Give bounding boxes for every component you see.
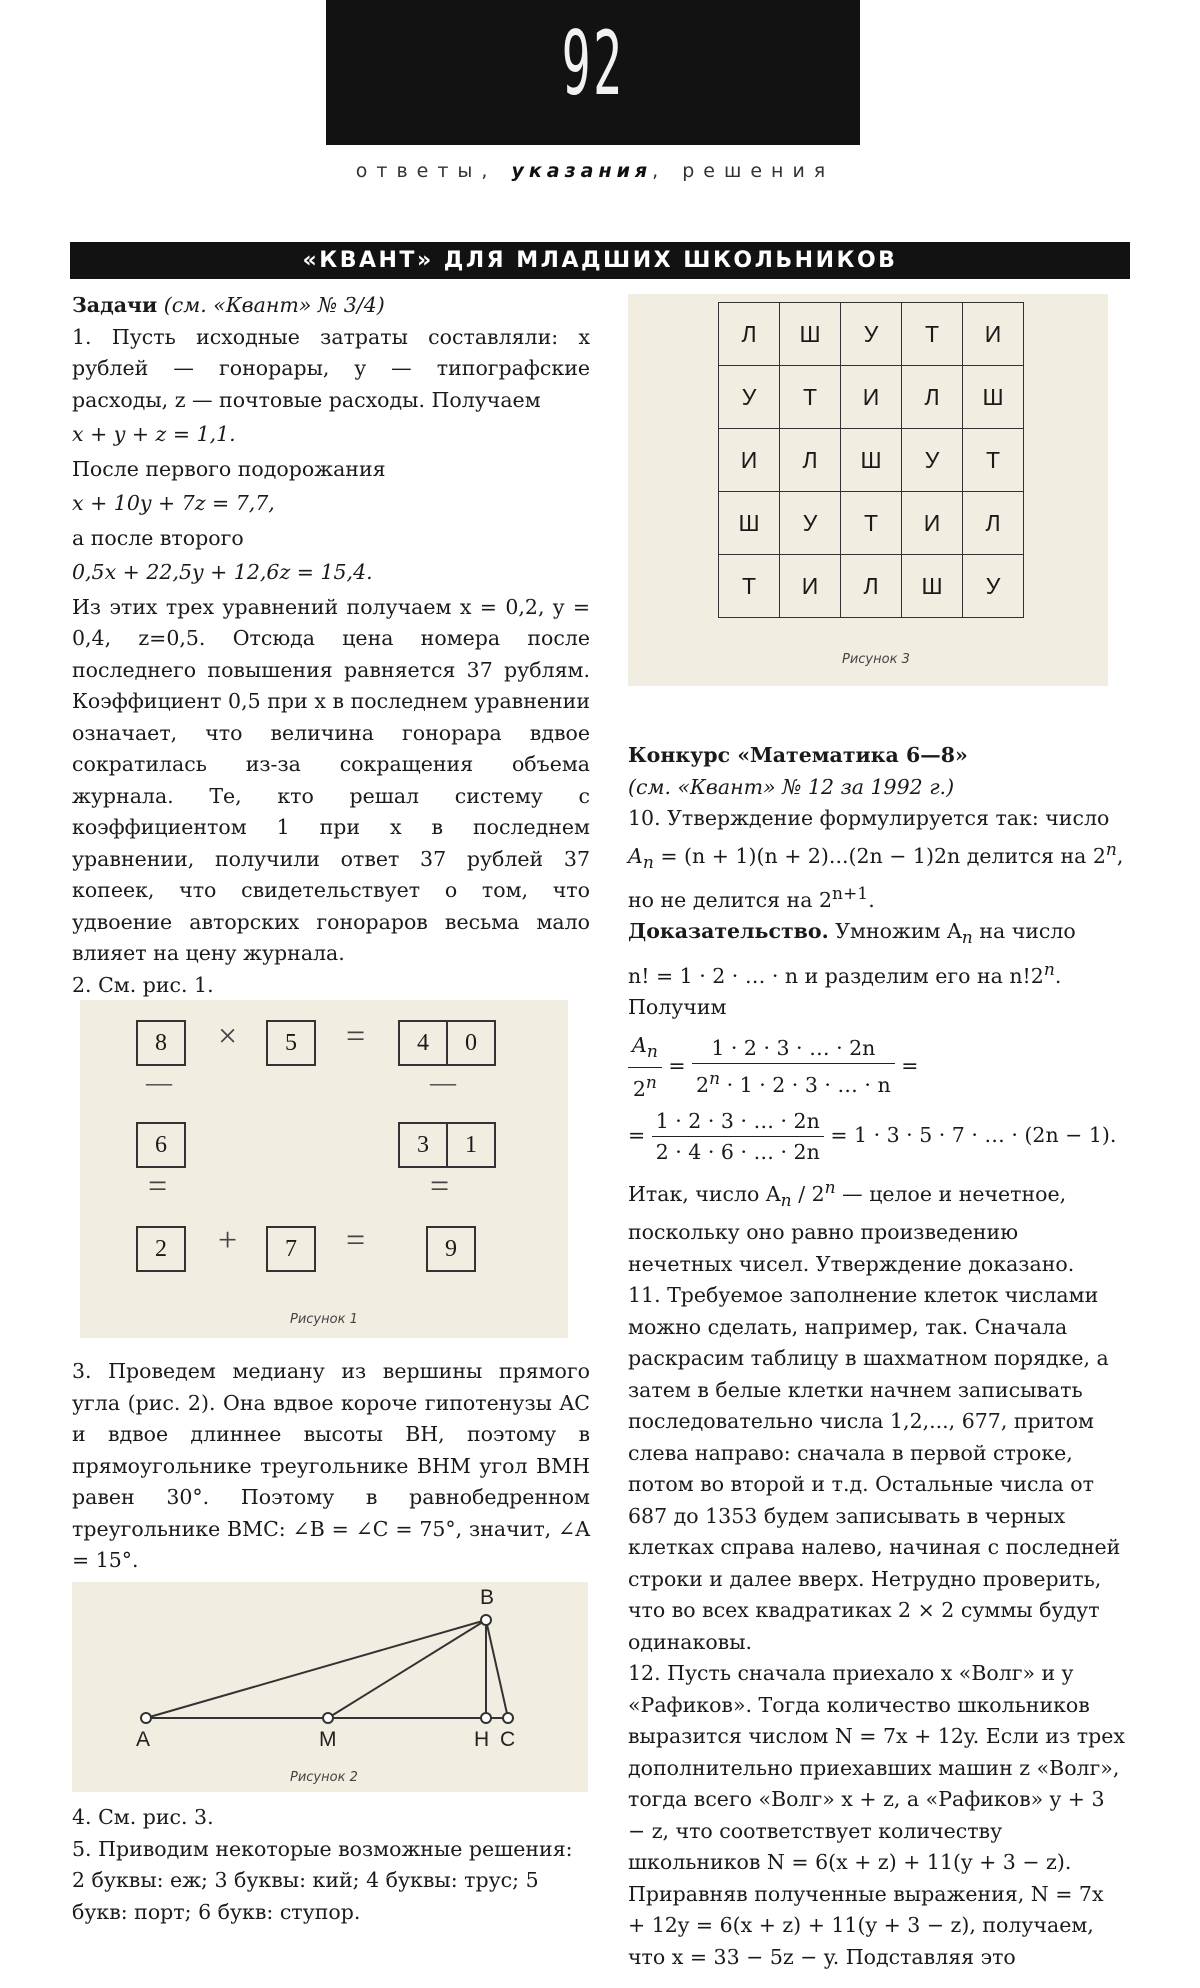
- fig3-caption: Рисунок 3: [842, 652, 910, 667]
- fig1-box-7: 7: [266, 1226, 316, 1272]
- fig3-grid-cell: Ш: [719, 492, 780, 555]
- fig3-grid-row: [719, 366, 1024, 429]
- frac-An-den: [628, 1068, 662, 1104]
- contest-heading: [628, 740, 1126, 772]
- itak-1: Итак, число A: [628, 1181, 781, 1206]
- fig1-plus: +: [218, 1222, 238, 1259]
- fig3-grid-cell: У: [902, 429, 963, 492]
- fig3-grid-cell: Л: [902, 366, 963, 429]
- fig3-grid-cell: И: [841, 366, 902, 429]
- proof-conclusion: [628, 1173, 1126, 1280]
- p10-not-div-text: но не делится на 2: [628, 887, 832, 912]
- p10-2n-sup: n: [1105, 839, 1117, 860]
- tasks-heading: [72, 290, 590, 322]
- proof-1-sub: n: [961, 928, 973, 949]
- proof-line-2: n! = 1 · 2 · … · n и разделим его на n!2$^n$.: [628, 959, 1062, 988]
- fig2-label-B: B: [480, 1586, 495, 1609]
- section-right: решения: [682, 160, 835, 182]
- frac-even-num: 1 · 2 · 3 · … · 2n: [652, 1106, 824, 1137]
- fig3-grid-cell: И: [719, 429, 780, 492]
- p10-not-div-sup: n+1: [832, 883, 869, 904]
- tasks-heading-bold: Задачи: [72, 293, 158, 317]
- itak-sup: n: [824, 1177, 836, 1198]
- contest-heading-bold: Конкурс «Математика 6—8»: [628, 743, 968, 767]
- frac-prod-den-sup: n: [709, 1069, 721, 1090]
- fig3-grid-cell: Ш: [963, 366, 1024, 429]
- fig3-letter-grid: [718, 302, 1024, 618]
- fig1-caption: Рисунок 1: [290, 1312, 358, 1327]
- proof-2: n! = 1 · 2 · … · n и разделим его на n!2: [628, 963, 1044, 988]
- fig2-triangle: [72, 1582, 588, 1792]
- fig2-label-A: A: [136, 1728, 151, 1751]
- problem-1-after-first: После первого подорожания: [72, 456, 386, 481]
- frac-An-den-sup: n: [645, 1072, 657, 1093]
- fig3-grid-cell: У: [963, 555, 1024, 618]
- fig3-grid-cell: И: [780, 555, 841, 618]
- section-mid: указания: [511, 160, 653, 182]
- fig3-grid-cell: Т: [963, 429, 1024, 492]
- problem-1-after-second: а после второго: [72, 525, 244, 550]
- proof-fraction-2: = $\frac{1 \cdot 2 \cdot 3 \cdot \dots \cdot 2n}{2 \cdot 4 \cdot 6 \cdot \dots \cdot 2n}$ = 1 · 3 · 5 · 7 · … · (2n − 1).: [628, 1106, 1126, 1167]
- fig1-minus-right: —: [430, 1068, 456, 1097]
- fig3-grid-cell: У: [780, 492, 841, 555]
- section-subtitle: ответы, указания, решения: [355, 160, 835, 182]
- fig3-grid-cell: Ш: [902, 555, 963, 618]
- fig2-caption: Рисунок 2: [290, 1770, 358, 1785]
- fig1-eq-left: =: [148, 1168, 168, 1205]
- proof-line-3: Получим: [628, 995, 727, 1020]
- fig3-grid-cell: И: [963, 303, 1024, 366]
- fig3-grid-cell: Т: [902, 303, 963, 366]
- fig1-minus-left: —: [146, 1068, 172, 1097]
- frac-An-num-sub: n: [646, 1041, 658, 1062]
- frac-An-num-A: A: [632, 1032, 647, 1057]
- fig1-box-4: 4: [398, 1020, 448, 1066]
- frac-prod: [692, 1033, 895, 1100]
- frac-prod-den: [692, 1064, 895, 1100]
- fig3-grid-cell: Т: [719, 555, 780, 618]
- left-column-problem-3: [72, 1356, 590, 1577]
- equation-1: x + y + z = 1,1.: [72, 422, 236, 446]
- problem-4: 4. См. рис. 3.: [72, 1805, 214, 1829]
- problem-11: 11. Требуемое заполнение клеток числами можно сделать, например, так. Сначала раскрасим таблицу в шахматном порядке, а затем в белые клетки начнем записывать последовательно числа 1,2,..., 677, притом слева направо: сначала в первой строке, потом во второй и т.д. Остальные числа от 687 до 1353 будем записывать в черных клетках справа налево, начиная с последней строки и далее вверх. Нетрудно проверить, что во всех квадратиках 2 × 2 суммы будут одинаковы.: [628, 1283, 1121, 1654]
- left-column-top: [72, 290, 590, 1001]
- itak-sub: n: [780, 1190, 792, 1211]
- frac-prod-den-2: 2: [696, 1073, 710, 1098]
- frac-An-2n: [628, 1030, 662, 1104]
- problem-12: 12. Пусть сначала приехало x «Волг» и y «Рафиков». Тогда количество школьников выразится числом N = 7x + 12y. Если из трех дополнительно приехавших машин z «Волг», тогда всего «Волг» x + z, а «Рафиков» y + 3 − z, что соответствует количеству школьников N = 6(x + z) + 11(y + 3 − z). Приравняв полученные выражения, N = 7x + 12y = 6(x + z) + 11(y + 3 − z), получаем, что x = 33 − 5z − y. Подставляя это: [628, 1661, 1125, 1969]
- fig1-box-3: 3: [398, 1122, 448, 1168]
- equation-2: x + 10y + 7z = 7,7,: [72, 491, 275, 515]
- frac-An-num: [628, 1030, 662, 1068]
- tasks-heading-ref: (см. «Квант» № 3/4): [163, 293, 385, 317]
- frac-prod-den-rest: · 1 · 2 · 3 · … · n: [720, 1073, 891, 1098]
- frac-An-den-2: 2: [632, 1076, 646, 1101]
- fig3-grid-cell: Т: [780, 366, 841, 429]
- fig3-grid-cell: Л: [963, 492, 1024, 555]
- problem-10-formula: $A_n = (n + 1)(n + 2)...(2n - 1)2n$ делится на 2$^n$,: [628, 839, 1124, 873]
- section-left: ответы: [355, 160, 482, 182]
- fig3-grid-cell: Л: [719, 303, 780, 366]
- frac-prod-num: 1 · 2 · 3 · … · 2n: [692, 1033, 895, 1064]
- fig3-grid-cell: И: [902, 492, 963, 555]
- proof-1: Умножим A: [828, 919, 962, 944]
- right-column: [628, 740, 1126, 1973]
- fig1-eq-bottom: =: [346, 1222, 366, 1259]
- problem-10-intro: 10. Утверждение формулируется так: число: [628, 806, 1110, 830]
- section-banner: «КВАНТ» ДЛЯ МЛАДШИХ ШКОЛЬНИКОВ: [70, 242, 1130, 279]
- frac-even-rhs: = 1 · 3 · 5 · 7 · … · (2n − 1).: [830, 1122, 1117, 1147]
- proof-bold: Доказательство.: [628, 919, 829, 944]
- page-number: 92: [561, 12, 625, 115]
- proof-fraction-1: $\frac{A_n}{2^n}$ = $\frac{1 \cdot 2 \cdot 3 \cdot \dots \cdot 2n}{2^n \cdot 1 \cdot 2 \cdot 3 \cdot \dots \cdot n}$ =: [628, 1030, 1126, 1104]
- problem-5: 5. Приводим некоторые возможные решения: 2 буквы: еж; 3 буквы: кий; 4 буквы: трус; 5 букв: порт; 6 букв: ступор.: [72, 1836, 573, 1924]
- fig1-box-0: 0: [446, 1020, 496, 1066]
- fig3-grid-row: [719, 555, 1024, 618]
- fig2-label-C: C: [500, 1728, 516, 1751]
- fig1-box-2: 2: [136, 1226, 186, 1272]
- fig3-grid-cell: Ш: [780, 303, 841, 366]
- fig3-grid-cell: Л: [780, 429, 841, 492]
- fig3-grid-cell: У: [841, 303, 902, 366]
- fig1-box-6: 6: [136, 1122, 186, 1168]
- problem-10-not-div: но не делится на $2^{n+1}$.: [628, 883, 875, 912]
- proof-1b: на число: [972, 919, 1076, 944]
- fig3-grid-cell: Ш: [841, 429, 902, 492]
- proof-2-sup: n: [1043, 959, 1055, 980]
- problem-3: 3. Проведем медиану из вершины прямого угла (рис. 2). Она вдвое короче гипотенузы AC и вдвое длиннее высоты BH, поэтому в прямоугольнике треугольнике BHM угол BMH равен 30°. Поэтому в равнобедренном треугольнике BMC: ∠B = ∠C = 75°, значит, ∠A = 15°.: [72, 1359, 590, 1572]
- problem-1-intro: 1. Пусть исходные затраты составляли: x рублей — гонорары, y — типографские расходы, z — почтовые расходы. Получаем: [72, 324, 590, 412]
- p10-formula-text: = (n + 1)(n + 2)...(2n − 1)2n делится на 2: [653, 843, 1106, 868]
- fig3-grid-row: [719, 429, 1024, 492]
- fig1-eq-top: =: [346, 1018, 366, 1055]
- frac-even-den: 2 · 4 · 6 · … · 2n: [655, 1139, 820, 1164]
- equation-3: 0,5x + 22,5y + 12,6z = 15,4.: [72, 560, 373, 584]
- fig2-label-M: M: [319, 1728, 337, 1751]
- proof-line-1: [628, 916, 1126, 955]
- fig3-grid-cell: У: [719, 366, 780, 429]
- fig1-times: ×: [218, 1018, 238, 1055]
- fig1-box-5: 5: [266, 1020, 316, 1066]
- itak-3: — целое и нечетное, поскольку оно равно произведению нечетных чисел. Утверждение доказано.: [628, 1181, 1075, 1276]
- problem-2: 2. См. рис. 1.: [72, 972, 214, 997]
- fig1-box-8: 8: [136, 1020, 186, 1066]
- fig1-box-9: 9: [426, 1226, 476, 1272]
- left-column-bottom: [72, 1802, 590, 1928]
- fig3-grid-row: [719, 492, 1024, 555]
- contest-heading-ref: (см. «Квант» № 12 за 1992 г.): [628, 774, 955, 799]
- p10-A: A: [628, 843, 643, 868]
- fig2-label-H: H: [474, 1728, 490, 1751]
- fig3-grid-cell: Л: [841, 555, 902, 618]
- itak-2: / 2: [791, 1181, 825, 1206]
- fig1-eq-right: =: [430, 1168, 450, 1205]
- fig3-grid-row: [719, 303, 1024, 366]
- fig1-box-1: 1: [446, 1122, 496, 1168]
- p10-A-sub: n: [642, 852, 654, 873]
- frac-even: [652, 1106, 824, 1167]
- fig3-grid-cell: Т: [841, 492, 902, 555]
- problem-1-solution: Из этих трех уравнений получаем x = 0,2, y = 0,4, z=0,5. Отсюда цена номера после последнего повышения равняется 37 рублям. Коэффициент 0,5 при x в последнем уравнении означает, что величина гонорара вдвое сократилась из-за сокращения объема журнала. Те, кто решал систему с коэффициентом 1 при x в последнем уравнении, получили ответ 37 рублей 37 копеек, что свидетельствует о том, что удвоение авторских гонораров весьма мало влияет на цену журнала.: [72, 594, 590, 965]
